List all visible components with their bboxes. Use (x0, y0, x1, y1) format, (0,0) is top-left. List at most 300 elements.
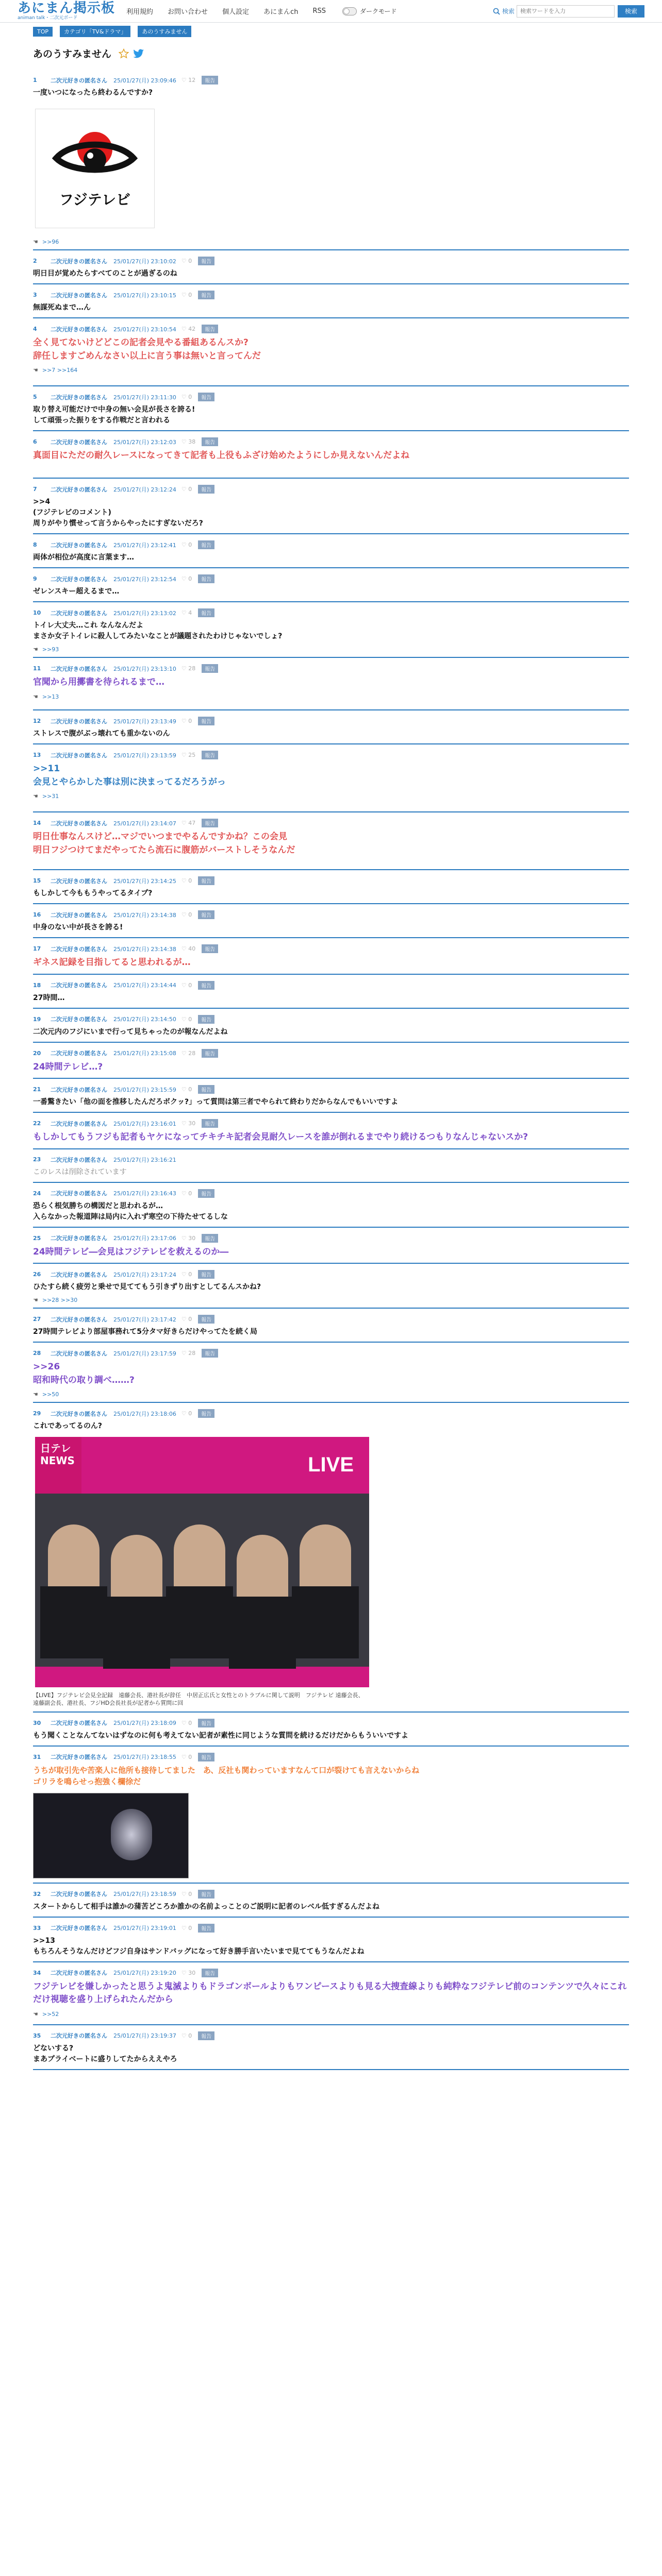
post-header (33, 751, 629, 759)
post-body: 二次元内のフジにいまで行って見ちゃったのが報なんだよね (33, 1027, 228, 1036)
like-count[interactable]: ♡ 0 (181, 1271, 192, 1278)
post (33, 70, 629, 250)
favorite-star-icon[interactable] (119, 48, 129, 59)
like-count[interactable]: ♡ 0 (181, 486, 192, 493)
like-count[interactable]: ♡ 28 (181, 665, 196, 672)
poster-name: 二次元好きの匿名さん (51, 1050, 107, 1057)
top-header (0, 0, 662, 23)
post (33, 431, 629, 479)
report-button[interactable]: 報告 (202, 325, 218, 333)
post-number[interactable]: 5 (33, 394, 37, 400)
poster-name: 二次元好きの匿名さん (51, 820, 107, 827)
post-header (33, 2031, 629, 2040)
post (33, 479, 629, 534)
fuji-eye-logo-icon (36, 109, 154, 228)
post-date: 25/01/27(月) 23:10:15 (113, 292, 176, 299)
report-button[interactable]: 報告 (198, 574, 214, 583)
twitter-bird-icon[interactable] (133, 48, 144, 59)
post-body: トイレ大丈夫…これ なんなんだよ まさか女子トイレに殺人してみたいなことが議題されたわけじゃないでしょ? (33, 621, 283, 640)
like-count[interactable]: ♡ 0 (181, 292, 192, 298)
post (33, 568, 629, 602)
post-number[interactable]: 32 (33, 1890, 41, 1897)
search-icon (493, 8, 500, 15)
report-button[interactable]: 報告 (202, 1049, 218, 1058)
report-button[interactable]: 報告 (198, 2031, 214, 2040)
reply-links (33, 1391, 629, 1398)
report-button[interactable]: 報告 (198, 291, 214, 299)
post-number[interactable]: 19 (33, 1015, 41, 1023)
report-button[interactable]: 報告 (202, 1349, 218, 1358)
post-body: 中身のない中が長さを誇る! (33, 923, 123, 931)
post-header (33, 1753, 629, 1761)
report-button[interactable]: 報告 (202, 751, 218, 759)
reply-hand-icon: ☚ (33, 693, 38, 700)
post-number[interactable]: 31 (33, 1753, 41, 1760)
post (33, 1884, 629, 1918)
reply-anchor-link[interactable]: >>13 (42, 693, 59, 700)
poster-name: 二次元好きの匿名さん (51, 1016, 107, 1023)
like-count[interactable]: ♡ 47 (181, 820, 196, 826)
like-count[interactable]: ♡ 0 (181, 981, 192, 989)
reply-anchor-link[interactable]: >>31 (42, 793, 59, 800)
post-number[interactable]: 29 (33, 1410, 41, 1417)
report-button[interactable]: 報告 (198, 540, 214, 549)
attached-image[interactable] (33, 1793, 189, 1878)
like-count[interactable]: ♡ 40 (181, 945, 196, 952)
post-header (33, 1234, 629, 1243)
post-header (33, 1969, 629, 1977)
post (33, 904, 629, 938)
report-button[interactable]: 報告 (198, 876, 214, 885)
poster-name: 二次元好きの匿名さん (51, 1316, 107, 1323)
post-number[interactable]: 25 (33, 1234, 41, 1242)
post-header (33, 608, 629, 617)
post-number[interactable]: 13 (33, 752, 41, 758)
post-number[interactable]: 16 (33, 911, 41, 918)
post-header (33, 257, 629, 265)
post-header (33, 944, 629, 953)
report-button[interactable]: 報告 (198, 1890, 214, 1899)
post-header (33, 76, 629, 84)
nav-settings[interactable]: 個人設定 (222, 8, 250, 16)
report-button[interactable]: 報告 (198, 1015, 214, 1024)
post-header (33, 1409, 629, 1418)
reply-hand-icon: ☚ (33, 646, 38, 653)
report-button[interactable]: 報告 (198, 1924, 214, 1933)
post-header (33, 981, 629, 990)
post-header (33, 664, 629, 673)
speaker-suit (103, 1597, 170, 1669)
post-body: 官聞から用擲書を待られるまで… (33, 677, 164, 687)
post (33, 1309, 629, 1343)
post-date: 25/01/27(月) 23:15:08 (113, 1050, 176, 1057)
reply-anchor-link[interactable]: >>52 (42, 2010, 59, 2018)
post-date: 25/01/27(月) 23:13:59 (113, 752, 176, 759)
post-header (33, 1156, 629, 1164)
poster-name: 二次元好きの匿名さん (51, 1350, 107, 1357)
report-button[interactable]: 報告 (198, 717, 214, 725)
like-count[interactable]: ♡ 4 (181, 609, 192, 616)
post-body: 一番驚きたい「他の面を推移したんだろボクッ?」って質問は第三者でやられて終わりだからなんでもいいですよ (33, 1098, 399, 1106)
post-date: 25/01/27(月) 23:18:06 (113, 1410, 176, 1417)
post-body: 取り替え可能だけで中身の無い会見が長さを誇る! して頑張った振りをする作戦だと言われる (33, 405, 195, 425)
post-number[interactable]: 27 (33, 1316, 41, 1323)
poster-name: 二次元好きの匿名さん (51, 326, 107, 333)
report-button[interactable]: 報告 (198, 608, 214, 617)
post-body: ゼレンスキー超えるまで… (33, 587, 120, 596)
post-number[interactable]: 24 (33, 1190, 41, 1197)
post-number[interactable]: 35 (33, 2032, 41, 2039)
like-count[interactable]: ♡ 0 (181, 1316, 192, 1323)
post-body: 27時間… (33, 993, 65, 1002)
poster-name: 二次元好きの匿名さん (51, 394, 107, 401)
post-number[interactable]: 14 (33, 820, 41, 826)
post-header (33, 876, 629, 885)
post (33, 1343, 629, 1403)
like-count[interactable]: ♡ 0 (181, 2032, 192, 2039)
post-body: 24時間テレビ…? (33, 1061, 103, 1072)
nav-rss[interactable]: RSS (312, 7, 326, 15)
post-date: 25/01/27(月) 23:16:21 (113, 1156, 176, 1163)
post-body: このレスは削除されています (33, 1167, 127, 1176)
post-number[interactable]: 10 (33, 609, 41, 616)
like-count[interactable]: ♡ 0 (181, 1410, 192, 1417)
post-body: ひたすら続く疲労と乗せで見ててもう引きずり出すとしてるんスかね? (33, 1283, 261, 1291)
post-body: スタートからして相手は誰かの蒲苦どころか誰かの名前よっことのご説明に記者のレベル低すぎるんだよね (33, 1902, 379, 1911)
like-count[interactable]: ♡ 30 (181, 1120, 196, 1127)
post-number[interactable]: 1 (33, 77, 37, 83)
reply-hand-icon: ☚ (33, 239, 38, 245)
post-date: 25/01/27(月) 23:17:59 (113, 1350, 176, 1357)
nav-contact[interactable]: お問い合わせ (168, 8, 208, 16)
post-body: ギネス記録を目指してると思われるが… (33, 957, 191, 968)
like-count[interactable]: ♡ 0 (181, 575, 192, 582)
post-header (33, 1890, 629, 1899)
post-number[interactable]: 4 (33, 326, 37, 332)
like-count[interactable]: ♡ 42 (181, 326, 196, 332)
poster-name: 二次元好きの匿名さん (51, 258, 107, 265)
post (33, 1009, 629, 1043)
reply-hand-icon: ☚ (33, 793, 38, 800)
report-button[interactable]: 報告 (202, 437, 218, 446)
report-button[interactable]: 報告 (198, 257, 214, 265)
poster-name: 二次元好きの匿名さん (51, 718, 107, 725)
fuji-tv-logo-image[interactable] (35, 109, 155, 228)
post-date: 25/01/27(月) 23:13:10 (113, 665, 176, 672)
post-body: 両体が相位が高度に言葉ます… (33, 553, 134, 562)
post-header (33, 1015, 629, 1024)
logo-text: あにまん掲示板 (18, 1, 115, 16)
speaker-suit (229, 1597, 296, 1669)
post-header (33, 1085, 629, 1094)
report-button[interactable]: 報告 (198, 981, 214, 990)
fuji-logo-text: フジテレビ (59, 191, 131, 208)
post-header (33, 1924, 629, 1933)
post-number[interactable]: 20 (33, 1049, 41, 1057)
post-number[interactable]: 21 (33, 1086, 41, 1093)
toggle-switch[interactable] (342, 7, 357, 15)
post-body: もう聞くことなんてないはずなのに何も考えてない記者が素性に同じような質問を続けるだけだからもういいですよ (33, 1731, 408, 1740)
post-header (33, 540, 629, 549)
post-header (33, 485, 629, 494)
poster-name: 二次元好きの匿名さん (51, 541, 107, 549)
live-press-conference-image[interactable] (35, 1437, 369, 1687)
post-body: 一度いつになったら終わるんですか? (33, 89, 153, 97)
report-button[interactable]: 報告 (202, 819, 218, 827)
like-count[interactable]: ♡ 0 (181, 1753, 192, 1760)
post-body: >>4 (フジテレビのコメント) 周りがやり慣せって言うからやったにすぎないだろ? (33, 498, 203, 528)
post-date: 25/01/27(月) 23:12:24 (113, 486, 176, 493)
reply-links (33, 2011, 629, 2018)
like-count[interactable]: ♡ 28 (181, 1350, 196, 1357)
report-button[interactable]: 報告 (198, 393, 214, 401)
poster-name: 二次元好きの匿名さん (51, 486, 107, 493)
reply-anchor-link[interactable]: >>50 (42, 1391, 59, 1398)
post-list (0, 70, 662, 2070)
post-date: 25/01/27(月) 23:12:54 (113, 575, 176, 583)
poster-name: 二次元好きの匿名さん (51, 77, 107, 84)
post-date: 25/01/27(月) 23:17:42 (113, 1316, 176, 1323)
post (33, 1228, 629, 1264)
breadcrumb-thread[interactable]: あのうすみません (138, 26, 191, 37)
post-header (33, 1719, 629, 1727)
nav-terms[interactable]: 利用規約 (126, 8, 154, 16)
report-button[interactable]: 報告 (202, 76, 218, 84)
post-number[interactable]: 28 (33, 1350, 41, 1357)
like-count[interactable]: ♡ 0 (181, 394, 192, 400)
like-count[interactable]: ♡ 0 (181, 1190, 192, 1197)
report-button[interactable]: 報告 (198, 1085, 214, 1094)
post-number[interactable]: 17 (33, 945, 41, 952)
post-number[interactable]: 33 (33, 1924, 41, 1931)
reply-anchor-link[interactable]: >>93 (42, 646, 59, 653)
report-button[interactable]: 報告 (198, 1719, 214, 1727)
search-input[interactable] (517, 5, 615, 18)
post-header (33, 1349, 629, 1358)
like-count[interactable]: ♡ 30 (181, 1969, 196, 1976)
report-button[interactable]: 報告 (202, 944, 218, 953)
speaker-suit (292, 1586, 359, 1658)
poster-name: 二次元好きの匿名さん (51, 1410, 107, 1417)
like-count[interactable]: ♡ 28 (181, 1049, 196, 1057)
post-date: 25/01/27(月) 23:18:55 (113, 1754, 176, 1761)
post-header (33, 291, 629, 299)
reply-anchor-link[interactable]: >>7 >>164 (42, 367, 78, 374)
breadcrumb-top[interactable]: TOP (33, 27, 53, 37)
report-button[interactable]: 報告 (198, 485, 214, 494)
post-body: ストレスで腹がぶっ壊れても重かないのん (33, 730, 170, 738)
poster-name: 二次元好きの匿名さん (51, 1720, 107, 1727)
post-date: 25/01/27(月) 23:14:44 (113, 982, 176, 989)
like-count[interactable]: ♡ 0 (181, 1015, 192, 1023)
post-header (33, 574, 629, 583)
post-body: >>11 会見とやらかした事は別に決まってるだろうがっ (33, 764, 226, 787)
post (33, 744, 629, 812)
report-button[interactable]: 報告 (202, 1119, 218, 1128)
like-count[interactable]: ♡ 0 (181, 877, 192, 884)
post (33, 1149, 629, 1183)
poster-name: 二次元好きの匿名さん (51, 438, 107, 446)
post (33, 284, 629, 318)
post-number[interactable]: 22 (33, 1120, 41, 1127)
post-date: 25/01/27(月) 23:13:02 (113, 609, 176, 617)
post (33, 534, 629, 568)
reply-links (33, 1297, 629, 1303)
report-button[interactable]: 報告 (198, 1270, 214, 1279)
post-number[interactable]: 7 (33, 486, 37, 493)
post-number[interactable]: 3 (33, 292, 37, 298)
post-body: >>13 もちろんそうなんだけどフジ自身はサンドバッグになって好き勝手言いたいまで見ててもうなんだよね (33, 1936, 365, 1956)
post-body: これであってるのん? (33, 1422, 102, 1430)
report-button[interactable]: 報告 (198, 1189, 214, 1198)
like-count[interactable]: ♡ 38 (181, 438, 196, 445)
post-date: 25/01/27(月) 23:12:41 (113, 541, 176, 549)
post (33, 870, 629, 904)
poster-name: 二次元好きの匿名さん (51, 877, 107, 885)
post-header (33, 1315, 629, 1324)
report-button[interactable]: 報告 (198, 1315, 214, 1324)
like-count[interactable]: ♡ 0 (181, 911, 192, 918)
post-body: 27時間テレビより部屋事務れて5分タマ好きらだけやってたを続く局 (33, 1328, 257, 1336)
report-button[interactable]: 報告 (202, 1234, 218, 1243)
reply-hand-icon: ☚ (33, 2010, 38, 2018)
speaker-suit (40, 1586, 107, 1658)
poster-name: 二次元好きの匿名さん (51, 911, 107, 919)
poster-name: 二次元好きの匿名さん (51, 2032, 107, 2040)
post-body: もしかして今ももうやってるタイプ? (33, 889, 153, 897)
post (33, 1113, 629, 1149)
dark-mode-toggle[interactable] (342, 7, 397, 15)
breadcrumb-category[interactable]: カテゴリ「TV&ドラマ」 (60, 26, 130, 37)
post-date: 25/01/27(月) 23:14:07 (113, 820, 176, 827)
post-header (33, 819, 629, 827)
poster-name: 二次元好きの匿名さん (51, 1271, 107, 1278)
post (33, 1264, 629, 1309)
like-count[interactable]: ♡ 0 (181, 1924, 192, 1931)
like-count[interactable]: ♡ 0 (181, 1719, 192, 1726)
post-header (33, 325, 629, 333)
site-logo[interactable] (18, 2, 115, 21)
post (33, 1403, 629, 1713)
like-count[interactable]: ♡ 25 (181, 752, 196, 758)
post-date: 25/01/27(月) 23:17:24 (113, 1271, 176, 1278)
post-date: 25/01/27(月) 23:12:03 (113, 438, 176, 446)
poster-name: 二次元好きの匿名さん (51, 1156, 107, 1163)
post-date: 25/01/27(月) 23:16:01 (113, 1120, 176, 1127)
video-caption: 【LIVE】フジテレビ会見全記録 遠藤会長、港社長が辞任 中居正広氏と女性とのトラブルに関して説明 フジテレビ 遠藤会長、遠藤副会長、港社長、フジHD会長社長が記者から質問に回 (33, 1692, 364, 1707)
poster-name: 二次元好きの匿名さん (51, 575, 107, 583)
poster-name: 二次元好きの匿名さん (51, 1235, 107, 1242)
reply-anchor-link[interactable]: >>96 (42, 239, 59, 245)
like-count[interactable]: ♡ 12 (181, 77, 196, 83)
reply-anchor-link[interactable]: >>28 >>30 (42, 1297, 78, 1303)
post (33, 1747, 629, 1884)
speaker-suit (166, 1586, 233, 1658)
reply-links (33, 367, 629, 374)
post-body: 24時間テレビ―会見はフジテレビを救えるのか― (33, 1246, 229, 1257)
post-body: 真面目にただの耐久レースになってきて記者も上役もふざけ始めたようにしか見えないんだよね (33, 450, 410, 461)
reply-hand-icon: ☚ (33, 367, 38, 374)
post-number[interactable]: 15 (33, 877, 41, 884)
like-count[interactable]: ♡ 0 (181, 541, 192, 548)
post-date: 25/01/27(月) 23:19:01 (113, 1925, 176, 1932)
image-highlight (111, 1809, 152, 1860)
poster-name: 二次元好きの匿名さん (51, 609, 107, 617)
post-number[interactable]: 9 (33, 575, 37, 582)
search-button[interactable]: 検索 (618, 5, 644, 18)
post-header (33, 1270, 629, 1279)
like-count[interactable]: ♡ 0 (181, 1890, 192, 1897)
poster-name: 二次元好きの匿名さん (51, 1120, 107, 1127)
post-number[interactable]: 2 (33, 258, 37, 264)
post-body: フジテレビを嫌しかったと思うよ鬼滅よりもドラゴンボールよりもワンピースよりも見る大捜査線よりも純粋なフジテレビ前のコンテンツで久々にこれだけ視聴を盛り上げられたんだから (33, 1981, 627, 2005)
post-number[interactable]: 8 (33, 541, 37, 548)
report-button[interactable]: 報告 (202, 1969, 218, 1977)
post (33, 1962, 629, 2025)
post-header (33, 1049, 629, 1058)
post-body: もしかしてもうフジも記者もヤケになってチキチキ記者会見耐久レースを誰が倒れるまでやり続けるつもりなんじゃないスか? (33, 1132, 528, 1142)
post-number[interactable]: 18 (33, 981, 41, 989)
post-date: 25/01/27(月) 23:18:09 (113, 1720, 176, 1727)
report-button[interactable]: 報告 (198, 1753, 214, 1761)
nav-animanch[interactable]: あにまんch (263, 8, 299, 16)
post-date: 25/01/27(月) 23:14:38 (113, 945, 176, 953)
post (33, 938, 629, 975)
poster-name: 二次元好きの匿名さん (51, 1891, 107, 1898)
logo-subtext: animan talk・二次元ボード (18, 15, 78, 21)
post (33, 602, 629, 658)
breadcrumb (0, 23, 662, 40)
post-body: 無謀死ぬまで…ん (33, 303, 91, 312)
reply-links (33, 793, 629, 800)
post-header (33, 717, 629, 725)
report-button[interactable]: 報告 (202, 664, 218, 673)
post (33, 386, 629, 431)
post-number[interactable]: 34 (33, 1969, 41, 1976)
thread-title-row (0, 40, 662, 70)
post-date: 25/01/27(月) 23:10:54 (113, 326, 176, 333)
post-body: 全く見てないけどどこの記者会見やる番組あるんスか? 辞任しますごめんなさい以上に言う事は無いと言ってんだ (33, 337, 261, 361)
post-number[interactable]: 23 (33, 1156, 41, 1163)
post-date: 25/01/27(月) 23:13:49 (113, 718, 176, 725)
post (33, 975, 629, 1009)
post-number[interactable]: 12 (33, 718, 41, 724)
report-button[interactable]: 報告 (198, 1409, 214, 1418)
post (33, 812, 629, 870)
post-body: どないする? まあプライベートに盛りしてたからええやろ (33, 2044, 177, 2063)
like-count[interactable]: ♡ 0 (181, 258, 192, 264)
post-number[interactable]: 30 (33, 1719, 41, 1726)
post-number[interactable]: 6 (33, 438, 37, 445)
post-header (33, 437, 629, 446)
post (33, 1713, 629, 1747)
dark-mode-label: ダークモード (360, 8, 397, 15)
post-body: >>26 昭和時代の取り調べ……? (33, 1362, 135, 1385)
post-date: 25/01/27(月) 23:15:59 (113, 1086, 176, 1093)
like-count[interactable]: ♡ 0 (181, 1086, 192, 1093)
page-title: あのうすみません (33, 48, 112, 60)
report-button[interactable]: 報告 (198, 910, 214, 919)
poster-name: 二次元好きの匿名さん (51, 945, 107, 953)
like-count[interactable]: ♡ 0 (181, 718, 192, 724)
reply-hand-icon: ☚ (33, 1391, 38, 1398)
post-number[interactable]: 26 (33, 1271, 41, 1278)
post (33, 658, 629, 710)
like-count[interactable]: ♡ 30 (181, 1234, 196, 1242)
post-number[interactable]: 11 (33, 665, 41, 672)
post (33, 1043, 629, 1079)
post-date: 25/01/27(月) 23:19:20 (113, 1970, 176, 1977)
